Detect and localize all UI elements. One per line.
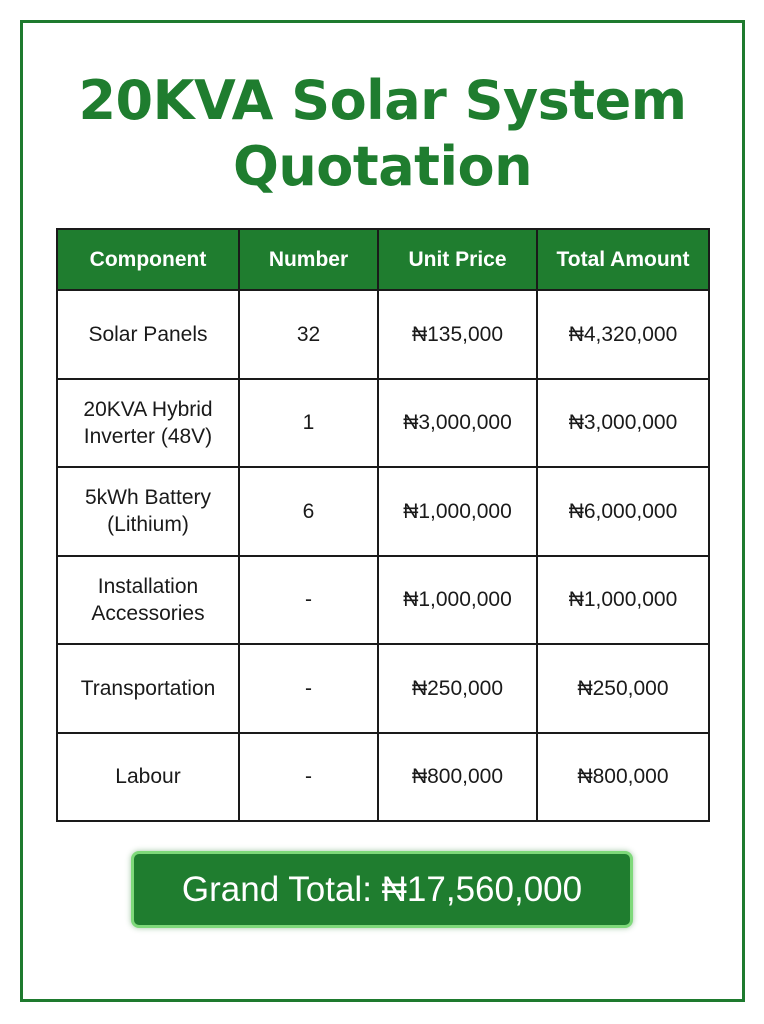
table-header-row <box>57 229 709 290</box>
cell-number: - <box>239 556 378 645</box>
grand-total-value: ₦17,560,000 <box>381 870 583 909</box>
cell-component: Transportation <box>57 644 239 733</box>
cell-component: Labour <box>57 733 239 822</box>
cell-unit-price: ₦3,000,000 <box>378 379 537 468</box>
cell-total-amount: ₦1,000,000 <box>537 556 709 645</box>
cell-unit-price: ₦1,000,000 <box>378 467 537 556</box>
grand-total-label: Grand Total: <box>181 870 372 909</box>
cell-total-amount: ₦800,000 <box>537 733 709 822</box>
cell-number: 1 <box>239 379 378 468</box>
cell-total-amount: ₦250,000 <box>537 644 709 733</box>
table-row <box>57 733 709 822</box>
cell-unit-price: ₦1,000,000 <box>378 556 537 645</box>
cell-number: 32 <box>239 290 378 379</box>
title-line-1: 20KVA Solar System <box>78 69 687 132</box>
header-number: Number <box>239 229 378 290</box>
cell-component: Solar Panels <box>57 290 239 379</box>
grand-total-box <box>131 851 633 928</box>
cell-number: - <box>239 733 378 822</box>
cell-unit-price: ₦250,000 <box>378 644 537 733</box>
header-unit-price: Unit Price <box>378 229 537 290</box>
table-row <box>57 290 709 379</box>
cell-total-amount: ₦3,000,000 <box>537 379 709 468</box>
header-component: Component <box>57 229 239 290</box>
cell-component: Installation Accessories <box>57 556 239 645</box>
cell-number: 6 <box>239 467 378 556</box>
cell-number: - <box>239 644 378 733</box>
table-row <box>57 379 709 468</box>
page-title <box>20 68 745 200</box>
title-line-2: Quotation <box>232 135 533 198</box>
cell-unit-price: ₦135,000 <box>378 290 537 379</box>
cell-component: 20KVA Hybrid Inverter (48V) <box>57 379 239 468</box>
quotation-table <box>56 228 710 822</box>
header-total-amount: Total Amount <box>537 229 709 290</box>
table-row <box>57 556 709 645</box>
cell-total-amount: ₦6,000,000 <box>537 467 709 556</box>
table-row <box>57 467 709 556</box>
cell-unit-price: ₦800,000 <box>378 733 537 822</box>
table-row <box>57 644 709 733</box>
cell-total-amount: ₦4,320,000 <box>537 290 709 379</box>
cell-component: 5kWh Battery (Lithium) <box>57 467 239 556</box>
